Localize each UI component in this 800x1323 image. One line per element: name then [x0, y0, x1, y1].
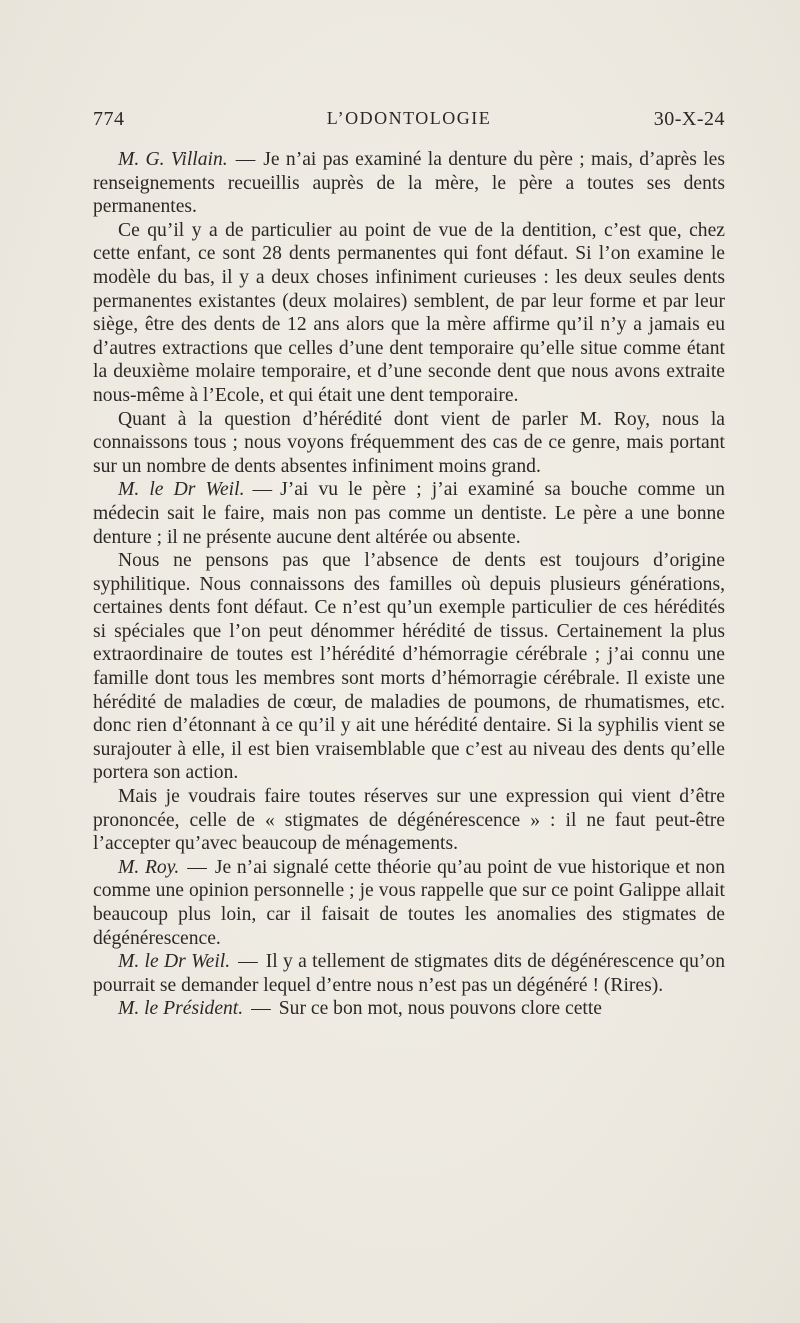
paragraph	[93, 478, 725, 549]
page-number: 774	[93, 108, 125, 130]
em-dash: —	[235, 149, 256, 170]
paragraph	[93, 219, 725, 408]
paragraph	[93, 549, 725, 785]
paragraph-text: Je n’ai signalé cette théorie qu’au point de vue historique et non comme une opinion personnelle ; je vous rappelle que sur ce point Galippe allait beaucoup plus loin, car il faisait de toutes les anomalies des stigmates de dégénérescence.	[93, 856, 725, 949]
speaker-name: M. Roy.	[118, 856, 180, 878]
paragraph-text: Ce qu’il y a de particulier au point de vue de la dentition, c’est que, chez cette enfant, ce sont 28 dents permanentes qui font défaut. Si l’on examine le modèle du bas, il y a deux choses infiniment curieuses : les deux seules dents permanentes existantes (deux molaires) semblent, de par leur forme et par leur siège, être des dents de 12 ans alors que la mère affirme qu’il n’y a jamais eu d’autres extractions que celles d’une dent temporaire qu’elle situe comme étant la deuxième molaire temporaire, et d’une seconde dent que nous avons extraite nous-même à l’Ecole, et qui était une dent temporaire.	[93, 219, 725, 406]
paragraph	[93, 997, 725, 1021]
speaker-name: M. le Président.	[118, 998, 244, 1020]
paragraph-text: Mais je voudrais faire toutes réserves sur une expression qui vient d’être prononcée, celle de « stigmates de dégénérescence » : il ne faut peut-être l’accepter qu’avec beaucoup de ménagements.	[93, 786, 725, 855]
body-text	[93, 148, 725, 1021]
issue-date: 30-X-24	[653, 108, 725, 130]
paragraph	[93, 408, 725, 479]
em-dash: —	[187, 856, 207, 878]
paragraph-text: Sur ce bon mot, nous pouvons clore cette	[278, 998, 602, 1020]
running-header	[93, 108, 725, 142]
paragraph-text: Nous ne pensons pas que l’absence de dents est toujours d’origine syphilitique. Nous connaissons des familles où depuis plusieurs générations, certaines dents font défaut. Ce n’est qu’un exemple particulier de ces hérédités si spéciales que l’on peut dénommer hérédité de tissus. Certainement la plus extraordinaire de toutes est l’hérédité d’hémorragie cérébrale ; j’ai connu une famille dont tous les membres sont morts d’hémorragie cérébrale. Il existe une hérédité de maladies de cœur, de maladies de poumons, de rhumatismes, etc. donc rien d’étonnant à ce qu’il y ait une hérédité dentaire. Si la syphilis vient se surajouter à elle, il est bien vraisemblable que c’est au niveau des dents qu’elle portera son action.	[93, 550, 725, 784]
paragraph	[93, 856, 725, 950]
journal-title: L’ODONTOLOGIE	[326, 108, 492, 128]
paragraph	[93, 785, 725, 856]
paragraph-text: Il y a tellement de stigmates dits de dégénérescence qu’on pourrait se demander lequel d’entre nous n’est pas un dégénéré ! (Rires).	[93, 951, 725, 996]
speaker-name: M. le Dr Weil.	[118, 479, 245, 501]
em-dash: —	[238, 951, 258, 973]
em-dash: —	[251, 998, 271, 1020]
em-dash: —	[252, 479, 273, 501]
speaker-name: M. le Dr Weil.	[118, 951, 231, 973]
paragraph	[93, 950, 725, 997]
speaker-name: M. G. Villain.	[118, 149, 228, 170]
paragraph-text: J’ai vu le père ; j’ai examiné sa bouche comme un médecin sait le faire, mais non pas comme un dentiste. Le père a une bonne denture ; il ne présente aucune dent altérée ou absente.	[93, 479, 725, 548]
paragraph	[93, 148, 725, 219]
paragraph-text: Je n’ai pas examiné la denture du père ; mais, d’après les renseignements recueillis auprès de la mère, le père a toutes ses dents permanentes.	[93, 149, 725, 218]
paragraph-text: Quant à la question d’hérédité dont vient de parler M. Roy, nous la connaissons tous ; nous voyons fréquemment des cas de ce genre, mais portant sur un nombre de dents absentes infiniment moins grand.	[93, 408, 725, 477]
